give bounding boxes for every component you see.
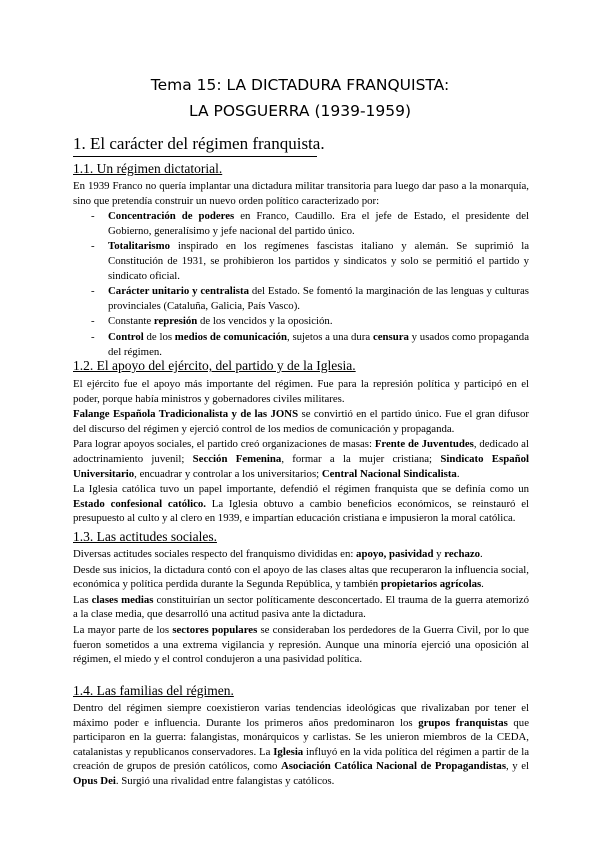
paragraph: Desde sus inicios, la dictadura contó con el apoyo de las clases altas que recuperaron la influencia social, económica y política perdida durante la Segunda República, y también propietarios agrícolas. (73, 563, 529, 591)
dash-marker: - (91, 330, 95, 343)
paragraph: La Iglesia católica tuvo un papel importante, defendió el régimen franquista que se definía como un Estado confesional católico. La Iglesia obtuvo a cambio beneficios económicos, se reinstauró el presupuesto al culto y al clero en 1939, e impartían educación cristiana e impusieron la moral católica. (73, 483, 529, 525)
list-item: - Carácter unitario y centralista del Estado. Se fomentó la marginación de las lenguas y culturas provinciales (Cataluña, Galicia, País Vasco). (91, 285, 529, 312)
heading-1-1: 1.1. Un régimen dictatorial. (73, 161, 223, 176)
paragraph: Dentro del régimen siempre coexistieron varias tendencias ideológicas que rivalizaban por tener el máximo poder e influencia. Durante los primeros años predominaron los grupos franquistas que participaron en la guerra: falangistas, monárquicos y carlistas. Se les unieron miembros de la CEDA, catalanistas y republicanos conservadores. La Iglesia influyó en la vida política del régimen a partir de la creación de grupos de presión católicos, como Asociación Católica Nacional de Propagandistas, y el Opus Dei. Surgió una rivalidad entre falangistas y católicos. (73, 702, 529, 787)
heading-1-2: 1.2. El apoyo del ejército, del partido y de la Iglesia. (73, 358, 356, 373)
paragraph-intro: En 1939 Franco no quería implantar una dictadura militar transitoria para luego dar paso a la monarquía, sino que pretendía construir un nuevo orden político caracterizado por: (73, 180, 529, 207)
heading-1-3: 1.3. Las actitudes sociales. (73, 529, 217, 544)
list-item: - Constante represión de los vencidos y la oposición. (91, 315, 333, 328)
dash-marker: - (91, 315, 95, 328)
section-1-4 (73, 701, 529, 790)
dash-marker: - (91, 240, 95, 253)
list-item: - Concentración de poderes en Franco, Caudillo. Era el jefe de Estado, el presidente del Gobierno, generalísimo y jefe nacional del partido único. (91, 210, 529, 237)
paragraph: El ejército fue el apoyo más importante del régimen. Fue para la represión política y participó en el poder, porque había ministros y gobernadores civiles militares. (73, 378, 529, 405)
section-1-2 (73, 377, 529, 527)
section-1-3 (73, 547, 529, 668)
paragraph: La mayor parte de los sectores populares se consideraban los perdedores de la Guerra Civil, por lo que fueron sometidos a una extrema vigilancia y represión. Aunque una minoría ejerció una oposición al régimen, el miedo y el control condujeron a una pasividad política. (73, 623, 529, 666)
doc-title-line2: LA POSGUERRA (1939-1959) (188, 102, 412, 120)
list-item: - Totalitarismo inspirado en los regímenes fascistas italiano y alemán. Se suprimió la Constitución de 1931, se prohibieron los partidos y sindicatos y solo se permitió el partido y sindicato oficial. (91, 240, 529, 282)
paragraph: Falange Española Tradicionalista y de las JONS se convirtió en el partido único. Fue el gran difusor del discurso del régimen y ejerció control de los medios de comunicación y propaganda. (73, 408, 529, 435)
list-item: - Control de los medios de comunicación, sujetos a una dura censura y usados como propaganda del régimen. (91, 330, 529, 358)
heading-section-1: 1. El carácter del régimen franquista. (73, 134, 325, 153)
bullet-list (73, 209, 529, 359)
section-1-1 (73, 179, 529, 360)
dash-marker: - (91, 285, 95, 298)
paragraph: Para lograr apoyos sociales, el partido creó organizaciones de masas: Frente de Juventudes, dedicado al adoctrinamiento juvenil; Sección Femenina, formar a la mujer cristiana; Sindicato Español Universitario, encuadrar y controlar a los universitarios; Central Nacional Sindicalista. (73, 438, 530, 480)
doc-title-line1: Tema 15: LA DICTADURA FRANQUISTA: (150, 76, 450, 94)
heading-underline (73, 156, 317, 157)
heading-1-4: 1.4. Las familias del régimen. (73, 683, 234, 698)
paragraph: Diversas actitudes sociales respecto del franquismo divididas en: apoyo, pasividad y rechazo. (73, 548, 483, 560)
dash-marker: - (91, 210, 95, 223)
paragraph: Las clases medias constituirían un sector políticamente desconcertado. El trauma de la guerra atemorizó a la clase media, que desarrolló una actitud pasiva ante la dictadura. (73, 593, 529, 621)
